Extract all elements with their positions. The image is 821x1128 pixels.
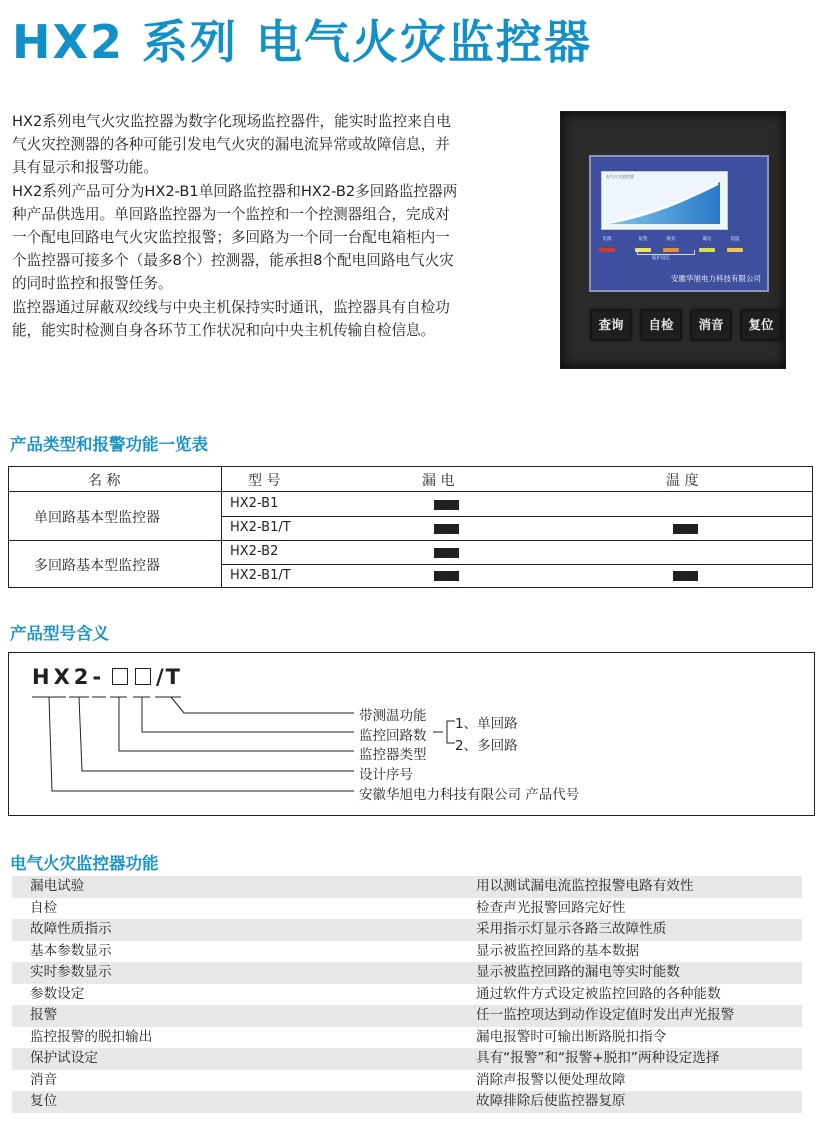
led-light xyxy=(699,248,715,252)
label-company-code: 安徽华旭电力科技有限公司 产品代号 xyxy=(359,787,580,803)
led-power xyxy=(599,236,615,252)
leakage-mark xyxy=(434,524,459,534)
table-rule xyxy=(8,491,813,492)
function-name: 消音 xyxy=(30,1071,58,1088)
table-rule xyxy=(221,466,222,588)
lcd-graphic xyxy=(602,172,727,229)
mute-key[interactable]: 消音 xyxy=(691,310,731,340)
leakage-mark xyxy=(434,571,459,581)
model-cell: HX2-B1/T xyxy=(230,568,291,583)
table-row xyxy=(12,1005,802,1027)
table-rule xyxy=(221,516,813,517)
function-desc: 通过软件方式设定被监控回路的各种能数 xyxy=(476,985,721,1002)
table-row xyxy=(12,1048,802,1070)
loop-option-multi: 2、多回路 xyxy=(455,738,518,754)
model-cell: HX2-B2 xyxy=(230,544,279,559)
indicator-leds xyxy=(599,236,764,261)
intro-line: 个监控器可接多个（最多8个）控测器，能承担8个配电回路电气火灾 xyxy=(12,252,454,270)
intro-line: 一个配电回路电气火灾监控报警；多回路为一个同一台配电箱柜内一 xyxy=(12,229,450,247)
table-rule xyxy=(221,564,813,565)
table-row xyxy=(12,1027,802,1049)
selftest-key[interactable]: 自检 xyxy=(641,310,681,340)
label-monitor-type: 监控器类型 xyxy=(359,747,427,763)
product-types-table xyxy=(8,466,813,588)
intro-line: 具有显示和报警功能。 xyxy=(12,159,158,177)
function-desc: 显示被监控回路的漏电等实时能数 xyxy=(476,964,680,980)
table-row xyxy=(12,984,802,1006)
function-desc: 检查声光报警回路完好性 xyxy=(476,899,626,916)
function-desc: 漏电报警时可输出断路脱扣指令 xyxy=(476,1028,667,1045)
column-header: 温 度 xyxy=(666,473,699,489)
table-row xyxy=(12,919,802,941)
section-heading-product-types: 产品类型和报警功能一览表 xyxy=(10,435,208,454)
led-label: 电源 xyxy=(602,237,612,242)
model-code-diagram xyxy=(8,652,815,816)
function-name: 保护试设定 xyxy=(30,1050,98,1066)
intro-line: HX2系列电气火灾监控器为数字化现场监控器件，能实时监控来自电 xyxy=(12,113,451,130)
intro-text xyxy=(12,110,542,342)
function-name: 监控报警的脱扣输出 xyxy=(30,1028,153,1045)
function-name: 报警 xyxy=(30,1007,58,1023)
led-label: 漏电 xyxy=(702,237,712,242)
led-light xyxy=(599,248,615,252)
intro-line: 种产品供选用。单回路监控器为一个监控和一个控测器组合，完成对 xyxy=(12,205,450,223)
table-rule xyxy=(8,466,813,467)
function-desc: 用以测试漏电流监控报警电路有效性 xyxy=(476,878,694,894)
functions-table xyxy=(12,876,802,1113)
function-desc: 采用指示灯显示各路三故障性质 xyxy=(476,921,667,937)
model-cell: HX2-B1 xyxy=(230,496,279,511)
led-label: 报警 xyxy=(638,237,648,242)
column-header: 名 称 xyxy=(88,473,121,489)
table-row xyxy=(12,876,802,898)
table-rule xyxy=(8,587,813,588)
device-keypad xyxy=(591,310,783,340)
table-row xyxy=(12,1070,802,1092)
intro-line: HX2系列产品可分为HX2-B1单回路监控器和HX2-B2多回路监控器两 xyxy=(12,182,458,200)
label-temp-function: 带测温功能 xyxy=(359,708,427,724)
function-name: 参数设定 xyxy=(30,985,85,1002)
table-row xyxy=(12,1091,802,1113)
temperature-mark xyxy=(673,571,698,581)
table-row xyxy=(12,962,802,984)
group-name: 多回路基本型监控器 xyxy=(34,558,160,574)
model-code-leader-lines xyxy=(9,653,369,813)
function-name: 漏电试验 xyxy=(30,878,85,894)
function-name: 实时参数显示 xyxy=(30,964,112,980)
lcd-title: 电气火灾监控器 xyxy=(606,174,634,179)
column-header: 漏 电 xyxy=(422,473,455,489)
leakage-mark xyxy=(434,548,459,558)
function-desc: 消除声报警以便处理故障 xyxy=(476,1071,626,1088)
table-rule xyxy=(8,466,9,588)
table-rule xyxy=(8,540,813,541)
reset-key[interactable]: 复位 xyxy=(741,310,781,340)
led-label: 超温 xyxy=(730,237,740,242)
loop-option-single: 1、单回路 xyxy=(455,716,518,732)
label-design-serial: 设计序号 xyxy=(359,767,413,783)
function-desc: 故障排除后使监控器复原 xyxy=(476,1093,626,1109)
query-key[interactable]: 查询 xyxy=(591,310,631,340)
intro-line: 能，能实时检测自身各环节工作状况和向中央主机传输自检信息。 xyxy=(12,321,436,339)
led-light xyxy=(727,248,743,252)
temperature-mark xyxy=(673,524,698,534)
intro-line: 的同时监控和报警任务。 xyxy=(12,275,173,293)
group-name: 单回路基本型监控器 xyxy=(34,510,160,526)
function-name: 复位 xyxy=(30,1093,58,1109)
lcd-screen xyxy=(601,171,728,230)
model-code-prefix: HX2- xyxy=(32,665,106,689)
model-cell: HX2-B1/T xyxy=(230,520,291,535)
intro-line: 气火灾控测器的各种可能引发电气火灾的漏电流异常或故障信息，并 xyxy=(12,136,450,154)
device-photo xyxy=(560,111,786,369)
device-company-label: 安徽华旭电力科技有限公司 xyxy=(671,274,761,283)
function-desc: 显示被监控回路的基本数据 xyxy=(476,942,640,959)
function-desc: 具有“报警”和“报警+脱扣”两种设定选择 xyxy=(476,1050,720,1066)
leakage-mark xyxy=(434,500,459,510)
page-title: HX2 系列 电气火灾监控器 xyxy=(12,15,592,69)
table-row xyxy=(12,941,802,963)
device-front-panel xyxy=(589,155,769,292)
function-desc: 任一监控项达到动作设定值时发出声光报警 xyxy=(476,1007,735,1023)
column-header: 型 号 xyxy=(248,473,281,489)
table-row xyxy=(12,898,802,920)
model-code-suffix: /T xyxy=(156,665,182,689)
intro-line: 监控器通过屏蔽双绞线与中央主机保持实时通讯，监控器具有自检功 xyxy=(12,298,450,316)
led-note: 报护设定 xyxy=(652,256,670,261)
table-rule xyxy=(812,466,813,588)
section-heading-model-meaning: 产品型号含义 xyxy=(10,624,109,643)
function-name: 自检 xyxy=(30,899,58,916)
led-overtemp xyxy=(727,236,743,252)
function-name: 基本参数显示 xyxy=(30,942,112,959)
section-heading-functions: 电气火灾监控器功能 xyxy=(10,854,159,873)
label-loop-count: 监控回路数 xyxy=(359,728,427,744)
function-name: 故障性质指示 xyxy=(30,921,112,937)
led-label: 脱扣 xyxy=(666,237,676,242)
led-leakage xyxy=(699,236,715,252)
